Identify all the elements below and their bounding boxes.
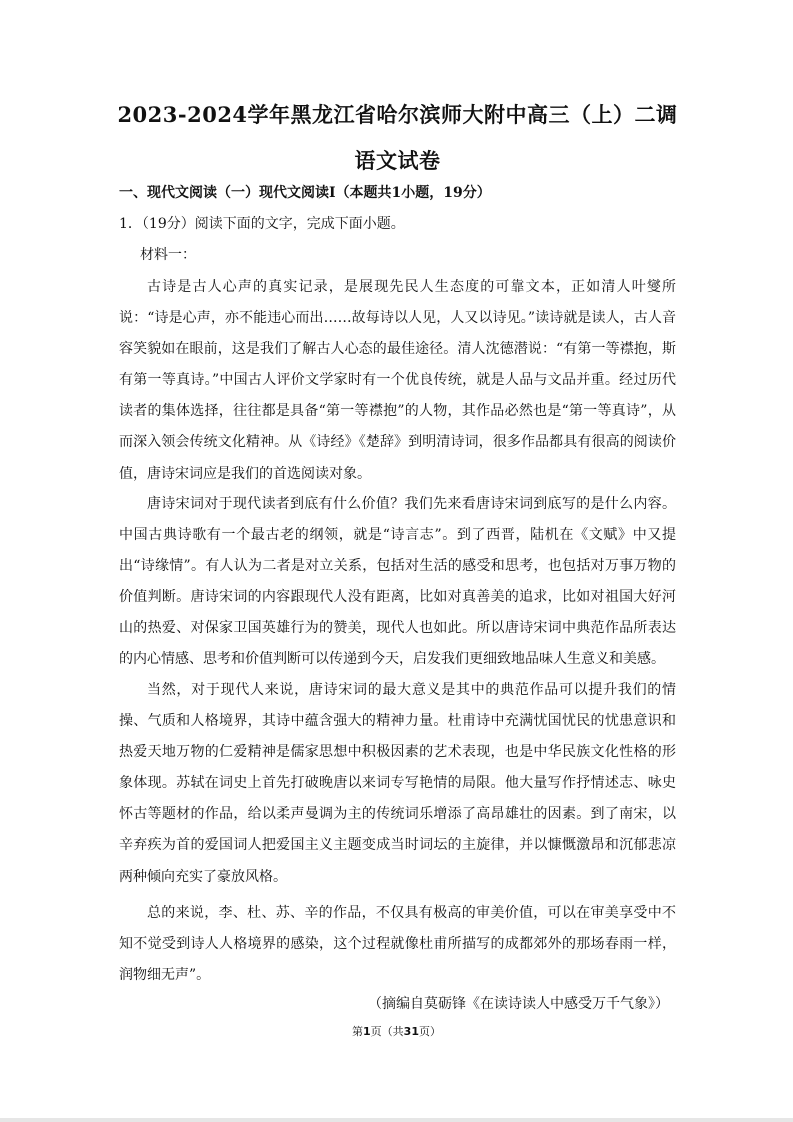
question-prompt: 1．（19分）阅读下面的文字，完成下面小题。 xyxy=(119,216,405,232)
page-footer xyxy=(0,1024,793,1040)
page-total: 31 xyxy=(403,1025,419,1038)
page-bottom-edge xyxy=(0,1118,793,1122)
footer-prefix: 第 xyxy=(352,1025,364,1038)
footer-suffix: 页） xyxy=(418,1025,441,1038)
material-label: 材料一： xyxy=(140,247,196,263)
paragraph: 古诗是古人心声的真实记录，是展现先民人生态度的可靠文本，正如清人叶燮所说：“诗是心声，亦不能违心而出……故每诗以人见，人又以诗见。”读诗就是读人，古人音容笑貌如在眼前，这是我们了解古人心态的最佳途径。清人沈德潜说：“有第一等襟抱，斯有第一等真诗。”中国古人评价文学家时有一个优良传统，就是人品与文品并重。经过历代读者的集体选择，往往都是具备“第一等襟抱”的人物，其作品必然也是“第一等真诗”，从而深入领会传统文化精神。从《诗经》《楚辞》到明清诗词，很多作品都具有很高的阅读价值，唐诗宋词应是我们的首选阅读对象。 xyxy=(119,279,676,482)
source-citation: （摘编自莫砺锋《在读诗读人中感受万千气象》） xyxy=(368,996,669,1012)
paragraph: 当然，对于现代人来说，唐诗宋词的最大意义是其中的典范作品可以提升我们的情操、气质和人格境界，其诗中蕴含强大的精神力量。杜甫诗中充满忧国忧民的忧患意识和热爱天地万物的仁爱精神是儒家思想中积极因素的艺术表现，也是中华民族文化性格的形象体现。苏轼在词史上首先打破晚唐以来词专写艳情的局限。他大量写作抒情述志、咏史怀古等题材的作品，给以柔声曼调为主的传统词乐增添了高昂雄壮的因素。到了南宋，以辛弃疾为首的爱国词人把爱国主义主题变成当时词坛的主旋律，并以慷慨激昂和沉郁悲凉两种倾向充实了豪放风格。 xyxy=(119,682,676,885)
paragraph: 总的来说，李、杜、苏、辛的作品，不仅具有极高的审美价值，可以在审美享受中不知不觉受到诗人人格境界的感染，这个过程就像杜甫所描写的成都郊外的那场春雨一样，润物细无声”。 xyxy=(119,905,676,984)
page-title: 2023-2024学年黑龙江省哈尔滨师大附中高三（上）二调语文试卷 xyxy=(117,102,678,173)
page-number: 1 xyxy=(363,1025,371,1038)
section-heading: 一、现代文阅读（一）现代文阅读Ⅰ（本题共1小题，19分） xyxy=(119,185,491,201)
footer-middle: 页（共 xyxy=(370,1025,404,1038)
paragraph: 唐诗宋词对于现代读者到底有什么价值？我们先来看唐诗宋词到底写的是什么内容。中国古典诗歌有一个最古老的纲领，就是“诗言志”。到了西晋，陆机在《文赋》中又提出“诗缘情”。有人认为二者是对立关系，包括对生活的感受和思考，也包括对万事万物的价值判断。唐诗宋词的内容跟现代人没有距离，比如对真善美的追求，比如对祖国大好河山的热爱、对保家卫国英雄行为的赞美，现代人也如此。所以唐诗宋词中典范作品所表达的内心情感、思考和价值判断可以传递到今天，启发我们更细致地品味人生意义和美感。 xyxy=(119,496,676,668)
